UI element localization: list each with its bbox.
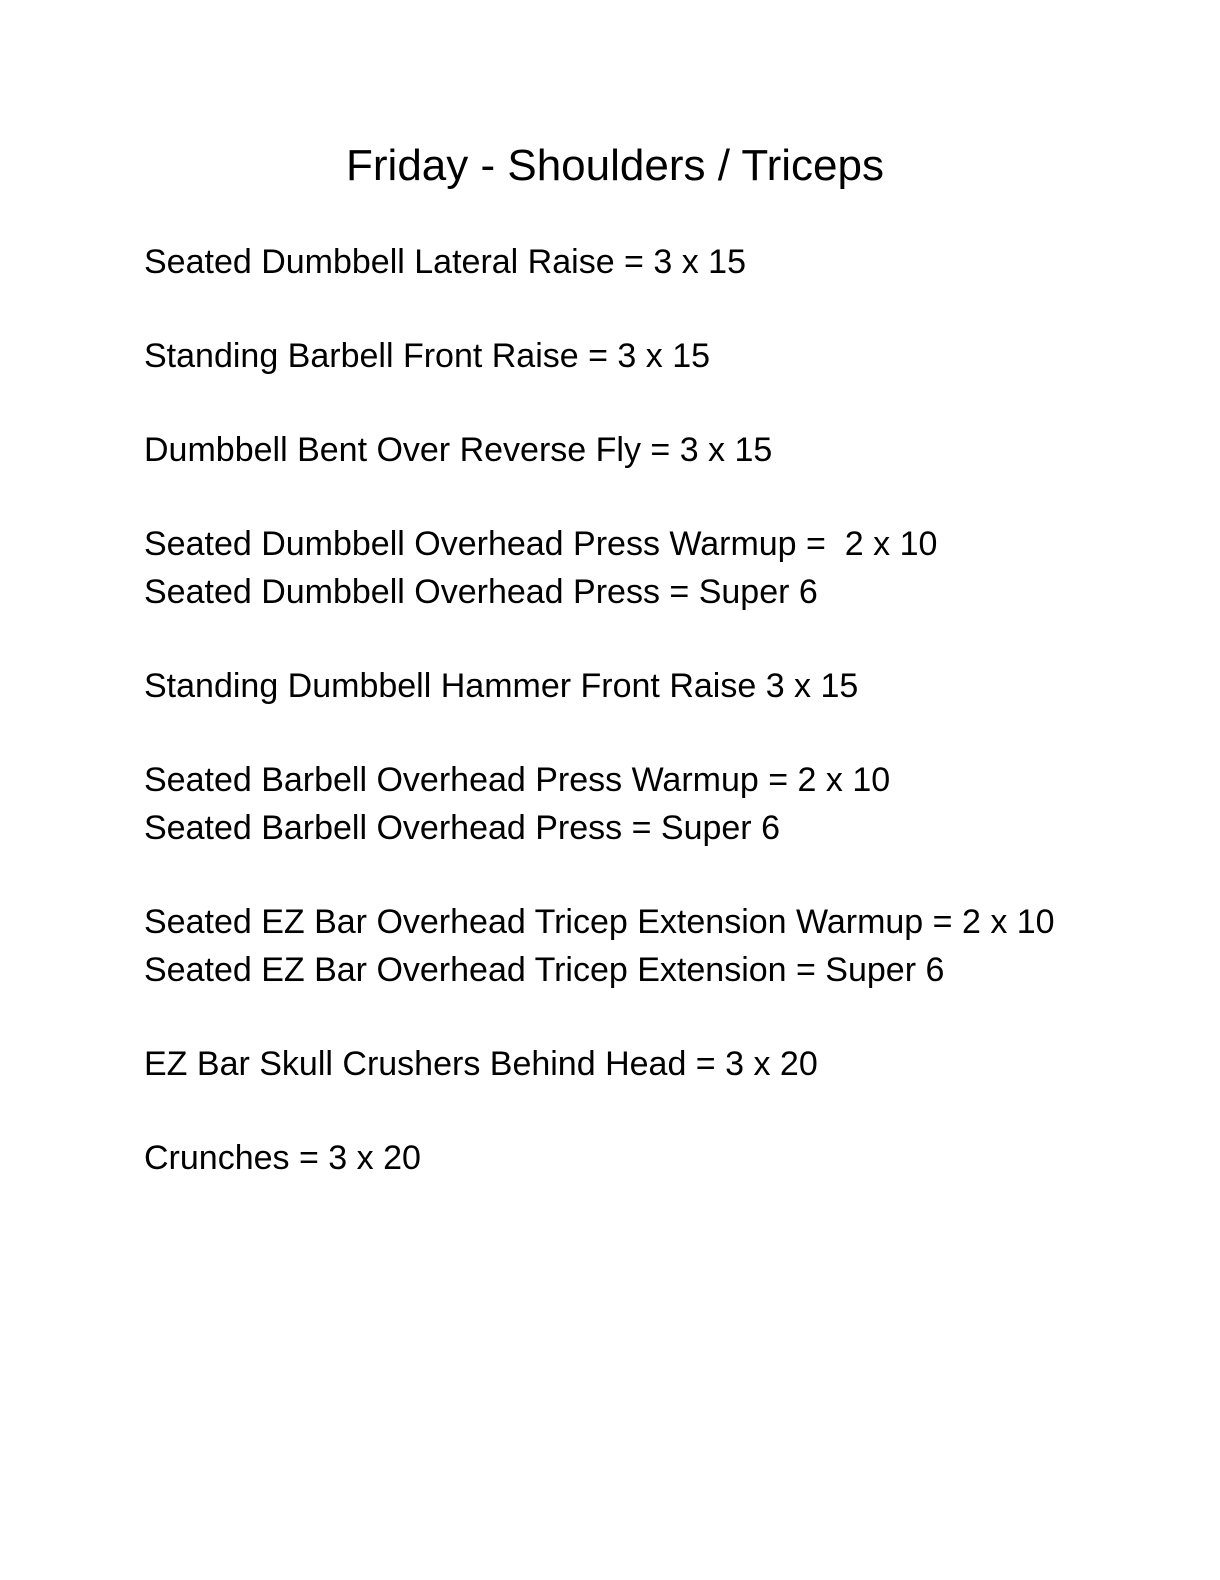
exercise-group [144,662,1064,710]
exercise-line: Standing Barbell Front Raise = 3 x 15 [144,337,711,375]
exercise-group [144,756,1064,852]
exercise-line: Seated Dumbbell Overhead Press Warmup = 2 x 10 [144,525,938,563]
exercise-group [144,238,1064,286]
page-title: Friday - Shoulders / Triceps [346,141,884,190]
exercise-group [144,332,1064,380]
exercise-line: Seated EZ Bar Overhead Tricep Extension = Super 6 [144,951,945,989]
exercise-group [144,898,1064,994]
exercise-line: Seated EZ Bar Overhead Tricep Extension Warmup = 2 x 10 [144,903,1055,941]
exercise-group [144,426,1064,474]
exercise-group [144,520,1064,616]
exercise-line: Dumbbell Bent Over Reverse Fly = 3 x 15 [144,431,773,469]
exercise-line: Seated Dumbbell Overhead Press = Super 6 [144,573,818,611]
exercise-line: Crunches = 3 x 20 [144,1139,421,1177]
exercise-list [144,238,1064,1228]
exercise-line: Seated Dumbbell Lateral Raise = 3 x 15 [144,243,746,281]
exercise-line: Standing Dumbbell Hammer Front Raise 3 x 15 [144,667,859,705]
exercise-line: EZ Bar Skull Crushers Behind Head = 3 x 20 [144,1045,818,1083]
exercise-group [144,1134,1064,1182]
exercise-group [144,1040,1064,1088]
exercise-line: Seated Barbell Overhead Press = Super 6 [144,809,780,847]
exercise-line: Seated Barbell Overhead Press Warmup = 2 x 10 [144,761,891,799]
